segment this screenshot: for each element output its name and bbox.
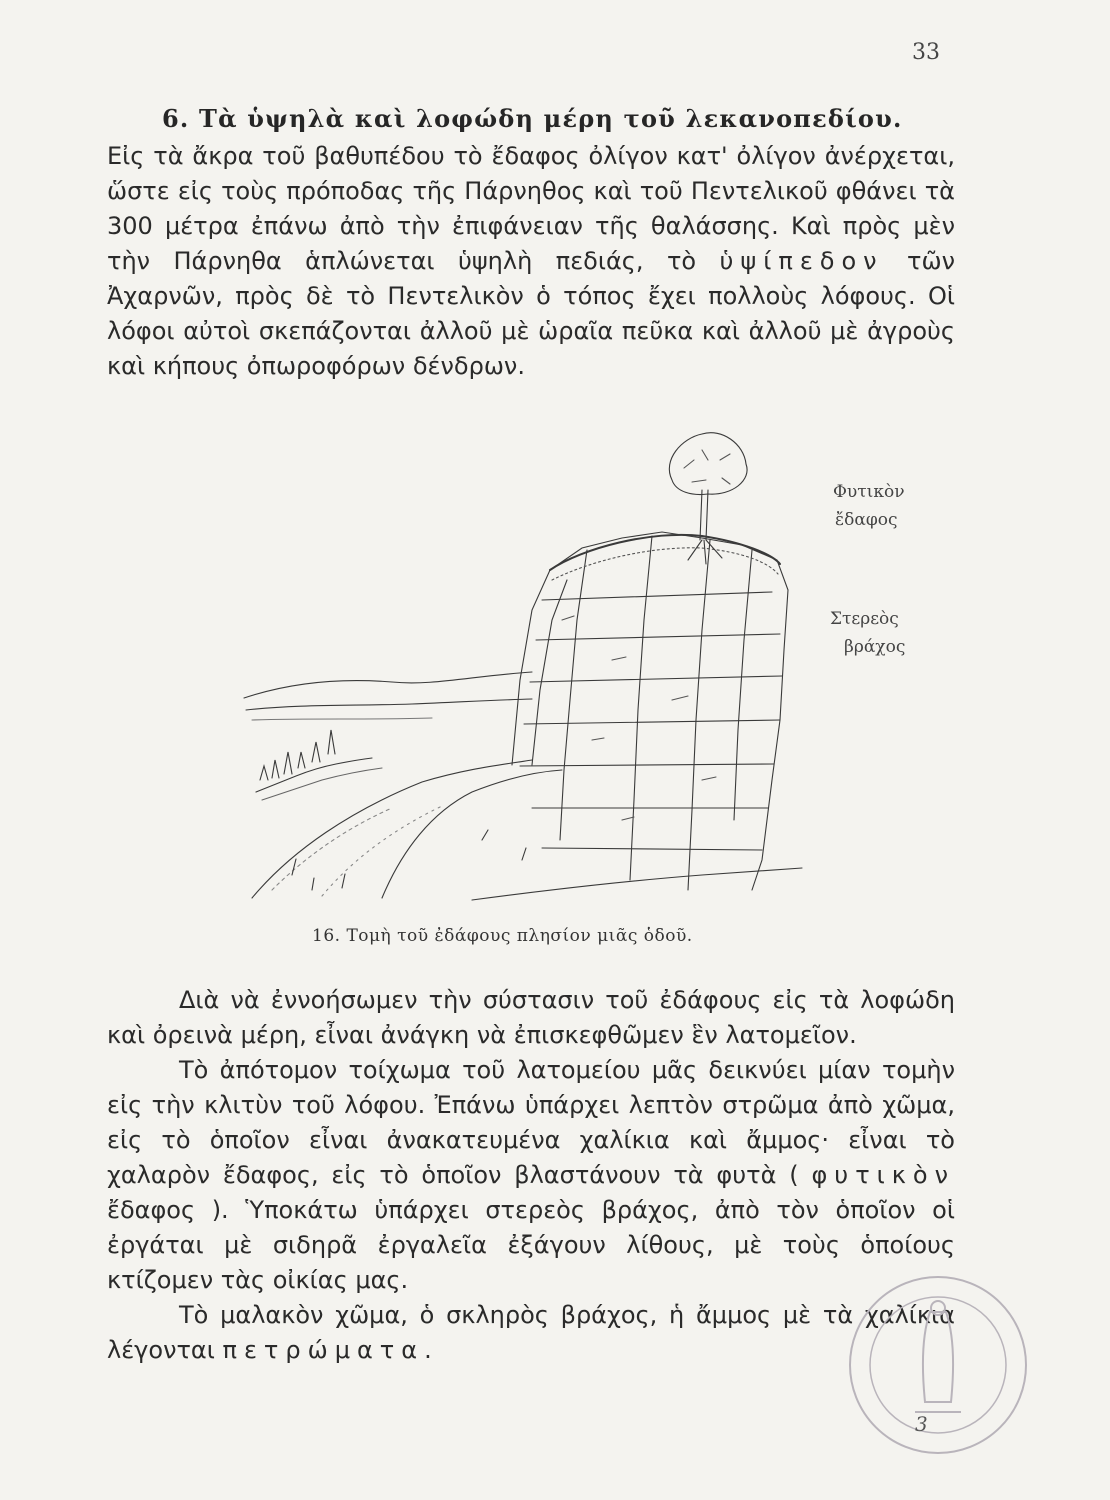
footer-page-number: 3 (915, 1412, 928, 1436)
paragraph-quarry-intro: Διὰ νὰ ἐννοήσωμεν τὴν σύστασιν τοῦ ἐδάφους εἰς τὰ λοφώδη καὶ ὀρεινὰ μέρη, εἶναι ἀνάγκη νὰ ἐπισκεφθῶμεν ἓν λατομεῖον. (107, 986, 955, 1049)
paragraph-intro-text-b: τῶν Ἀχαρνῶν, πρὸς δὲ τὸ Πεντελικὸν ὁ τόπος ἔχει πολλοὺς λόφους. Οἱ λόφοι αὐτοὶ σκεπάζονται ἀλλοῦ μὲ ὡραῖα πεῦκα καὶ ἀλλοῦ μὲ ἀγροὺς καὶ κήπους ὀπωροφόρων δένδρων. (107, 247, 955, 380)
term-phytikon: φυτικὸν (811, 1161, 955, 1189)
label-solid-rock-line1: Στερεὸς (830, 609, 899, 629)
label-solid-rock-line2: βράχος (844, 637, 906, 657)
tree-trunk (700, 490, 708, 540)
page-number: 33 (912, 40, 940, 65)
paragraph-intro-text-a: Εἰς τὰ ἄκρα τοῦ βαθυπέδου τὸ ἔδαφος ὀλίγον κατ' ὀλίγον ἀνέρχεται, ὥστε εἰς τοὺς πρόποδας τῆς Πάρνηθος καὶ τοῦ Πεντελικοῦ φθάνει τὰ 300 μέτρα ἐπάνω ἀπὸ τὴν ἐπιφάνειαν τῆς θαλάσσης. Καὶ πρὸς μὲν τὴν Πάρνηθα ἁπλώνεται ὑψηλὴ πεδιάς, τὸ (107, 142, 955, 275)
figure-caption: 16. Τομὴ τοῦ ἐδάφους πλησίον μιᾶς ὁδοῦ. (312, 926, 693, 946)
paragraph-rocks (107, 1298, 955, 1368)
figure-illustration (232, 420, 812, 910)
paragraph-quarry-text-b: ἔδαφος ). Ὑποκάτω ὑπάρχει στερεὸς βράχος, ἀπὸ τὸν ὁποῖον οἱ ἐργάται μὲ σιδηρᾶ ἐργαλεῖα ἐξάγουν λίθους, μὲ τοὺς ὁποίους κτίζομεν τὰς οἰκίας μας. (107, 1196, 955, 1294)
label-plant-soil-line1: Φυτικὸν (833, 482, 905, 502)
distant-hills (244, 672, 532, 698)
library-stamp (845, 1272, 1031, 1458)
rock-face-outline (512, 532, 788, 890)
quarry-section-drawing (232, 420, 812, 910)
paragraph-rocks-text-b: . (424, 1336, 432, 1364)
paragraph-quarry-section (107, 1053, 955, 1298)
label-plant-soil-line2: ἔδαφος (835, 510, 898, 530)
paragraph-intro (107, 139, 955, 384)
road-right-edge (382, 770, 562, 898)
term-upsipedon: ὑψίπεδον (719, 247, 884, 275)
paragraph-quarry-text-a: Τὸ ἀπότομον τοίχωμα τοῦ λατομείου μᾶς δεικνύει μίαν τομὴν εἰς τὴν κλιτὺν τοῦ λόφου. Ἐπάνω ὑπάρχει λεπτὸν στρῶμα ἀπὸ χῶμα, εἰς τὸ ὁποῖον εἶναι ἀνακατευμένα χαλίκια καὶ ἄμμος· εἶναι τὸ χαλαρὸν ἔδαφος, εἰς τὸ ὁποῖον βλαστάνουν τὰ φυτὰ ( (107, 1056, 955, 1189)
tree-crown (669, 433, 747, 495)
library-stamp-seal (845, 1272, 1031, 1458)
section-heading: 6. Τὰ ὑψηλὰ καὶ λοφώδη μέρη τοῦ λεκανοπεδίου. (162, 104, 903, 133)
term-petromata: πετρώματα (222, 1336, 425, 1364)
paragraph-rocks-text-a: Τὸ μαλακὸν χῶμα, ὁ σκληρὸς βράχος, ἡ ἄμμος μὲ τὰ χαλίκια λέγονται (107, 1301, 955, 1364)
label-solid-rock (830, 605, 905, 661)
label-plant-soil (833, 478, 905, 534)
